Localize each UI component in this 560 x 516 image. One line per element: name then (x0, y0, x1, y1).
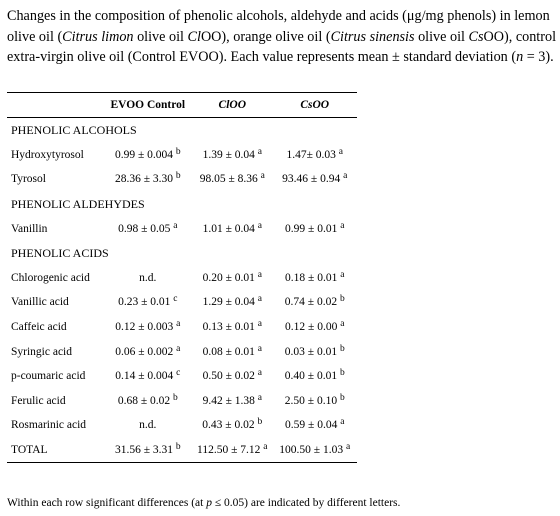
cell-csoo: 0.18 ± 0.01 $^a$ (285, 269, 345, 284)
cell-evoo: 31.56 ± 3.31 $^b$ (114, 442, 181, 457)
cell-cloo: 1.29 ± 0.04 $^a$ (202, 294, 262, 309)
table-footnote: Within each row significant differences (at p ≤ 0.05) are indicated by different letters. (7, 497, 401, 509)
table-row (7, 339, 357, 364)
phenolic-composition-table (7, 92, 357, 463)
cell-cloo: 9.42 ± 1.38 $^a$ (202, 392, 262, 407)
cell-cloo: 0.20 ± 0.01 $^a$ (202, 269, 262, 284)
cell-csoo: 2.50 ± 0.10 $^b$ (284, 392, 345, 407)
cell-csoo: 0.03 ± 0.01 $^b$ (284, 343, 345, 358)
cell-cloo: 1.39 ± 0.04 $^a$ (202, 146, 262, 161)
table-row (7, 290, 357, 315)
cell-cloo: 0.13 ± 0.01 $^a$ (202, 319, 262, 334)
row-label: Vanillic acid (11, 296, 69, 309)
row-label: Tyrosol (11, 173, 46, 186)
row-label: Vanillin (11, 222, 48, 235)
cell-csoo: 93.46 ± 0.94 $^a$ (282, 171, 348, 186)
cell-cloo: 112.50 ± 7.12 $^a$ (197, 442, 268, 457)
cell-evoo: 28.36 ± 3.30 $^b$ (114, 171, 181, 186)
row-label: Ferulic acid (11, 394, 66, 407)
table-row (7, 413, 357, 438)
cell-evoo: 0.98 ± 0.05 $^a$ (118, 220, 178, 235)
row-label: Rosmarinic acid (11, 419, 87, 432)
cell-cloo: 0.43 ± 0.02 $^b$ (202, 417, 263, 432)
cell-csoo: 0.74 ± 0.02 $^b$ (284, 294, 345, 309)
header-evoo-control: EVOO Control (110, 99, 186, 111)
section-row (7, 241, 357, 266)
row-label: p-coumaric acid (11, 370, 86, 383)
section-phenolic-aldehydes: PHENOLIC ALDEHYDES (11, 196, 145, 211)
header-csoo: CsOO (300, 99, 330, 111)
table-header-row (7, 93, 357, 118)
header-compound (7, 93, 104, 118)
cell-cloo: 1.01 ± 0.04 $^a$ (202, 220, 262, 235)
table-row (7, 143, 357, 168)
cell-evoo: 0.12 ± 0.003 $^a$ (115, 319, 181, 334)
caption-line-1: Changes in the composition of phenolic alcohols, aldehyde and acids (μg/mg phenols) in lemon (7, 8, 550, 24)
caption-line-2: olive oil (Citrus limon olive oil ClOO), orange olive oil (Citrus sinensis olive oil CsOO), control (7, 28, 557, 45)
caption-line-3: extra-virgin olive oil (Control EVOO). Each value represents mean ± standard deviation (n = 3). (7, 49, 554, 65)
cell-evoo: n.d. (139, 271, 157, 284)
row-label: Caffeic acid (11, 321, 67, 334)
header-cloo: ClOO (218, 99, 247, 111)
cell-evoo: n.d. (139, 419, 157, 432)
row-label: Syringic acid (11, 345, 72, 358)
cell-csoo: 0.12 ± 0.00 $^a$ (285, 319, 345, 334)
table-row (7, 315, 357, 340)
row-label: Chlorogenic acid (11, 271, 90, 284)
cell-csoo: 100.50 ± 1.03 $^a$ (279, 442, 351, 457)
table-row (7, 167, 357, 192)
table-row (7, 389, 357, 414)
table-row (7, 216, 357, 241)
section-phenolic-alcohols: PHENOLIC ALCOHOLS (11, 122, 137, 137)
cell-evoo: 0.68 ± 0.02 $^b$ (117, 392, 178, 407)
row-label: Hydroxytyrosol (11, 148, 84, 161)
table-caption (7, 6, 560, 68)
cell-evoo: 0.99 ± 0.004 $^b$ (114, 146, 181, 161)
table-row (7, 364, 357, 389)
cell-csoo: 0.59 ± 0.04 $^a$ (285, 417, 345, 432)
cell-cloo: 98.05 ± 8.36 $^a$ (199, 171, 265, 186)
cell-evoo: 0.14 ± 0.004 $^c$ (115, 368, 181, 383)
total-row (7, 438, 357, 463)
cell-evoo: 0.23 ± 0.01 $^c$ (118, 294, 178, 309)
cell-csoo: 1.47± 0.03 $^a$ (286, 146, 344, 161)
section-row (7, 192, 357, 217)
row-label: TOTAL (11, 444, 48, 457)
cell-cloo: 0.50 ± 0.02 $^a$ (202, 368, 262, 383)
section-row (7, 118, 357, 143)
cell-cloo: 0.08 ± 0.01 $^a$ (202, 343, 262, 358)
cell-evoo: 0.06 ± 0.002 $^a$ (115, 343, 181, 358)
cell-csoo: 0.40 ± 0.01 $^b$ (284, 368, 345, 383)
cell-csoo: 0.99 ± 0.01 $^a$ (285, 220, 345, 235)
section-phenolic-acids: PHENOLIC ACIDS (11, 245, 109, 260)
table-row (7, 266, 357, 291)
